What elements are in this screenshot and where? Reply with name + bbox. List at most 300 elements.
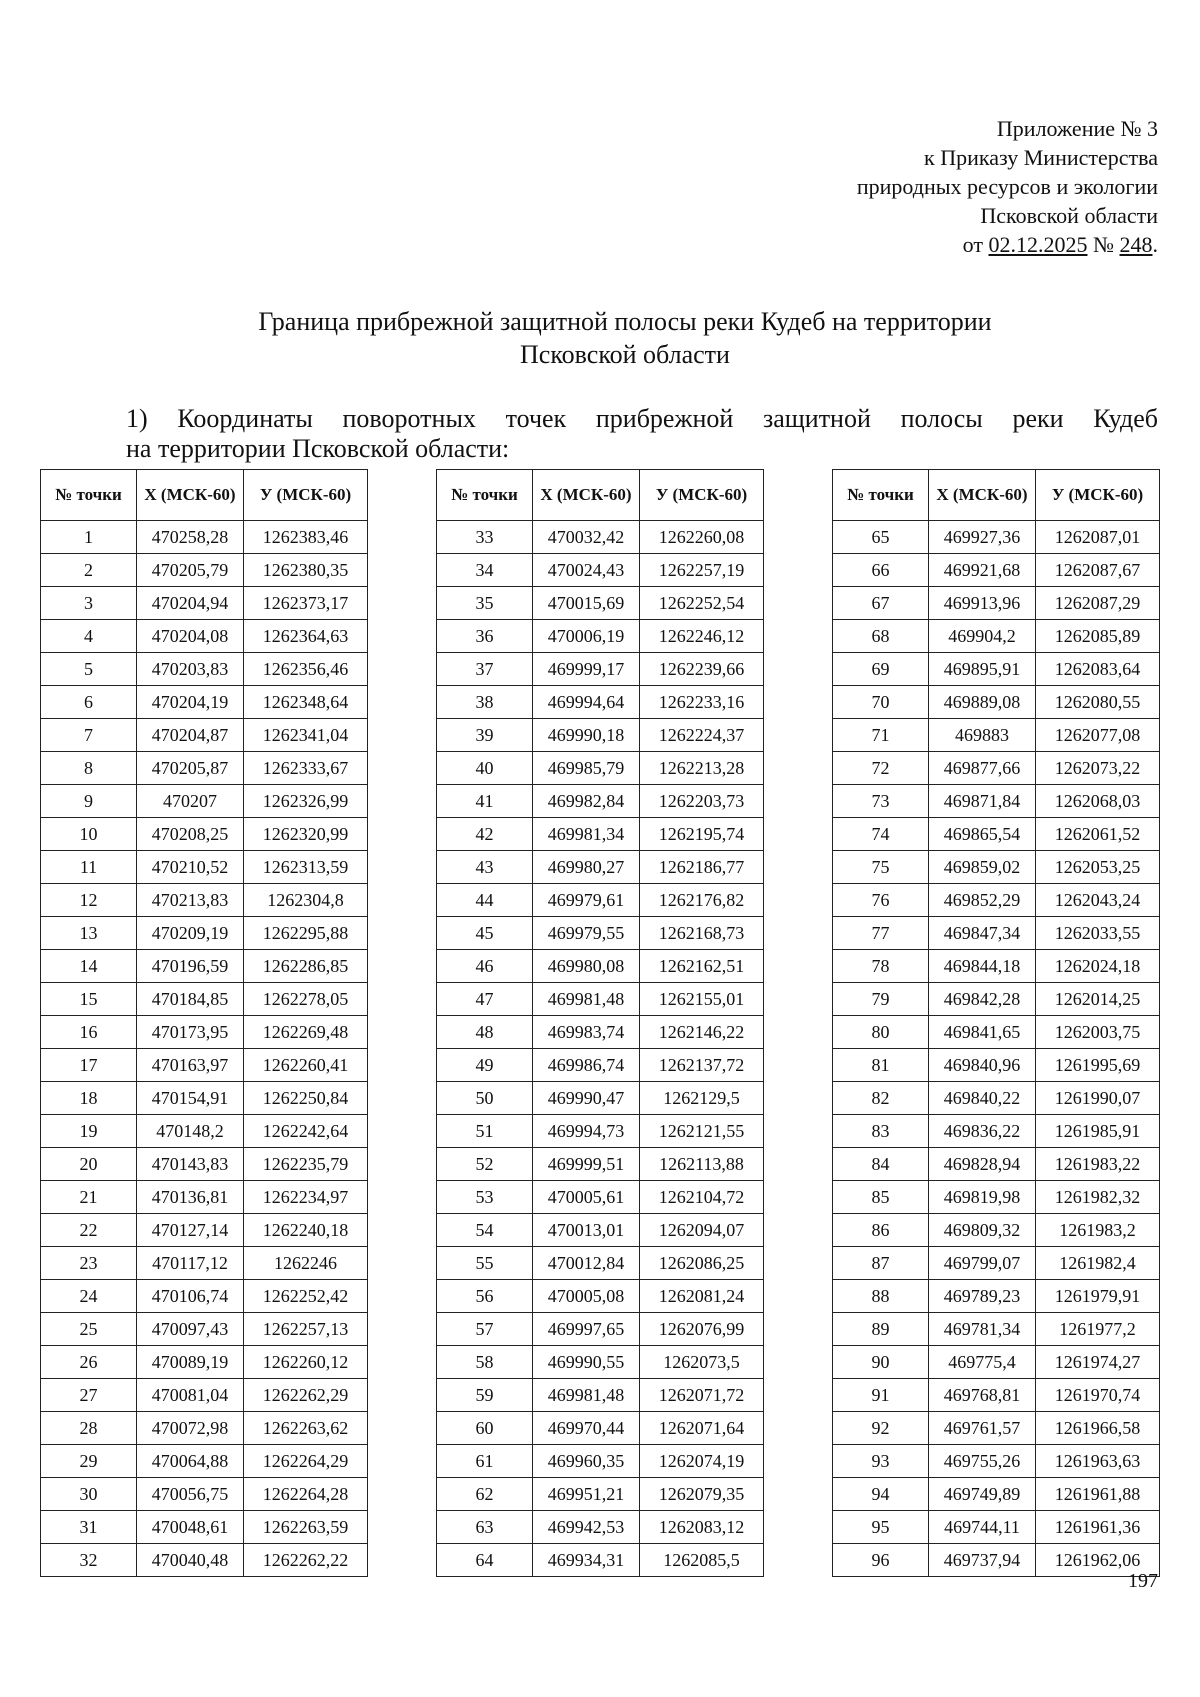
cell-point-number: 55 (437, 1247, 533, 1280)
cell-y: 1262313,59 (244, 851, 368, 884)
table-row (437, 785, 764, 818)
cell-x: 469852,29 (929, 884, 1036, 917)
cell-y: 1262356,46 (244, 653, 368, 686)
cell-y: 1262168,73 (640, 917, 764, 950)
cell-point-number: 41 (437, 785, 533, 818)
cell-x: 470024,43 (533, 554, 640, 587)
cell-y: 1261963,63 (1036, 1445, 1160, 1478)
cell-y: 1261982,32 (1036, 1181, 1160, 1214)
cell-y: 1262278,05 (244, 983, 368, 1016)
cell-point-number: 31 (41, 1511, 137, 1544)
cell-point-number: 65 (833, 521, 929, 554)
cell-y: 1262024,18 (1036, 950, 1160, 983)
cell-point-number: 2 (41, 554, 137, 587)
cell-y: 1262326,99 (244, 785, 368, 818)
cell-x: 469983,74 (533, 1016, 640, 1049)
table-row (833, 686, 1160, 719)
cell-x: 469749,89 (929, 1478, 1036, 1511)
table-row (833, 1247, 1160, 1280)
cell-x: 470205,87 (137, 752, 244, 785)
appendix-line: к Приказу Министерства (924, 145, 1158, 170)
cell-point-number: 9 (41, 785, 137, 818)
cell-y: 1262250,84 (244, 1082, 368, 1115)
cell-y: 1262094,07 (640, 1214, 764, 1247)
cell-point-number: 26 (41, 1346, 137, 1379)
table-row (437, 1247, 764, 1280)
cell-y: 1261995,69 (1036, 1049, 1160, 1082)
cell-x: 469737,94 (929, 1544, 1036, 1577)
cell-point-number: 19 (41, 1115, 137, 1148)
cell-y: 1261983,2 (1036, 1214, 1160, 1247)
cell-point-number: 86 (833, 1214, 929, 1247)
page-number: 197 (1128, 1570, 1158, 1592)
cell-point-number: 15 (41, 983, 137, 1016)
table-row (437, 587, 764, 620)
cell-x: 469934,31 (533, 1544, 640, 1577)
cell-point-number: 23 (41, 1247, 137, 1280)
table-row (833, 1445, 1160, 1478)
cell-y: 1262320,99 (244, 818, 368, 851)
table-row (833, 1148, 1160, 1181)
table-row (833, 1082, 1160, 1115)
cell-x: 470209,19 (137, 917, 244, 950)
cell-point-number: 52 (437, 1148, 533, 1181)
cell-y: 1262233,16 (640, 686, 764, 719)
cell-y: 1262380,35 (244, 554, 368, 587)
table-row (833, 1544, 1160, 1577)
cell-point-number: 83 (833, 1115, 929, 1148)
cell-point-number: 78 (833, 950, 929, 983)
cell-point-number: 44 (437, 884, 533, 917)
cell-x: 470163,97 (137, 1049, 244, 1082)
cell-x: 469980,08 (533, 950, 640, 983)
cell-point-number: 16 (41, 1016, 137, 1049)
cell-y: 1262176,82 (640, 884, 764, 917)
table-row (833, 1412, 1160, 1445)
cell-point-number: 81 (833, 1049, 929, 1082)
table-row (41, 1247, 368, 1280)
cell-point-number: 82 (833, 1082, 929, 1115)
cell-point-number: 59 (437, 1379, 533, 1412)
table-row (41, 554, 368, 587)
cell-point-number: 34 (437, 554, 533, 587)
order-number-sign: № (1093, 232, 1114, 257)
cell-point-number: 66 (833, 554, 929, 587)
table-row (833, 785, 1160, 818)
cell-x: 470032,42 (533, 521, 640, 554)
cell-x: 469744,11 (929, 1511, 1036, 1544)
intro-paragraph (126, 404, 1158, 464)
cell-x: 469871,84 (929, 785, 1036, 818)
cell-x: 470148,2 (137, 1115, 244, 1148)
cell-x: 469979,61 (533, 884, 640, 917)
cell-y: 1262373,17 (244, 587, 368, 620)
cell-x: 470258,28 (137, 521, 244, 554)
cell-x: 469994,73 (533, 1115, 640, 1148)
cell-x: 469997,65 (533, 1313, 640, 1346)
table-row (41, 1016, 368, 1049)
table-row (437, 1478, 764, 1511)
cell-x: 469889,08 (929, 686, 1036, 719)
cell-point-number: 84 (833, 1148, 929, 1181)
cell-y: 1262364,63 (244, 620, 368, 653)
cell-x: 470117,12 (137, 1247, 244, 1280)
cell-y: 1262195,74 (640, 818, 764, 851)
cell-y: 1262264,29 (244, 1445, 368, 1478)
cell-point-number: 13 (41, 917, 137, 950)
table-row (41, 521, 368, 554)
cell-y: 1261974,27 (1036, 1346, 1160, 1379)
table-row (437, 1016, 764, 1049)
cell-y: 1262260,41 (244, 1049, 368, 1082)
table-row (41, 1280, 368, 1313)
cell-x: 470208,25 (137, 818, 244, 851)
table-row (41, 587, 368, 620)
cell-point-number: 56 (437, 1280, 533, 1313)
cell-y: 1262076,99 (640, 1313, 764, 1346)
table-row (41, 983, 368, 1016)
cell-y: 1262246 (244, 1247, 368, 1280)
table-row (437, 851, 764, 884)
table-row (41, 686, 368, 719)
table-row (833, 587, 1160, 620)
cell-y: 1261979,91 (1036, 1280, 1160, 1313)
cell-y: 1262087,67 (1036, 554, 1160, 587)
cell-point-number: 72 (833, 752, 929, 785)
cell-y: 1262186,77 (640, 851, 764, 884)
table-row (437, 917, 764, 950)
table-row (437, 1148, 764, 1181)
cell-x: 469981,48 (533, 983, 640, 1016)
cell-y: 1262286,85 (244, 950, 368, 983)
cell-y: 1262080,55 (1036, 686, 1160, 719)
table-row (833, 884, 1160, 917)
cell-point-number: 1 (41, 521, 137, 554)
table-row (437, 554, 764, 587)
cell-x: 470207 (137, 785, 244, 818)
column-header-x: Х (МСК-60) (929, 470, 1036, 521)
cell-point-number: 77 (833, 917, 929, 950)
cell-point-number: 8 (41, 752, 137, 785)
order-reference (857, 230, 1158, 259)
cell-x: 469781,34 (929, 1313, 1036, 1346)
table-row (437, 1313, 764, 1346)
cell-y: 1262341,04 (244, 719, 368, 752)
cell-x: 469986,74 (533, 1049, 640, 1082)
cell-y: 1261966,58 (1036, 1412, 1160, 1445)
cell-y: 1262162,51 (640, 950, 764, 983)
cell-x: 469960,35 (533, 1445, 640, 1478)
table-row (833, 818, 1160, 851)
cell-point-number: 4 (41, 620, 137, 653)
cell-y: 1262043,24 (1036, 884, 1160, 917)
cell-y: 1262073,5 (640, 1346, 764, 1379)
cell-y: 1262068,03 (1036, 785, 1160, 818)
table-row (833, 1016, 1160, 1049)
cell-y: 1262071,64 (640, 1412, 764, 1445)
table-row (833, 1049, 1160, 1082)
table-row (437, 818, 764, 851)
cell-y: 1262061,52 (1036, 818, 1160, 851)
table-row (437, 884, 764, 917)
table-row (437, 1049, 764, 1082)
cell-x: 469979,55 (533, 917, 640, 950)
cell-y: 1262087,01 (1036, 521, 1160, 554)
cell-point-number: 17 (41, 1049, 137, 1082)
table-row (41, 752, 368, 785)
cell-x: 470005,08 (533, 1280, 640, 1313)
table-row (41, 1544, 368, 1577)
cell-y: 1262085,5 (640, 1544, 764, 1577)
table-row (437, 1082, 764, 1115)
cell-y: 1262053,25 (1036, 851, 1160, 884)
cell-point-number: 40 (437, 752, 533, 785)
intro-line: на территории Псковской области: (126, 434, 510, 463)
cell-point-number: 62 (437, 1478, 533, 1511)
cell-point-number: 60 (437, 1412, 533, 1445)
cell-y: 1262257,13 (244, 1313, 368, 1346)
cell-x: 469768,81 (929, 1379, 1036, 1412)
cell-y: 1262014,25 (1036, 983, 1160, 1016)
cell-point-number: 75 (833, 851, 929, 884)
table-row (833, 851, 1160, 884)
cell-y: 1262071,72 (640, 1379, 764, 1412)
cell-point-number: 90 (833, 1346, 929, 1379)
cell-y: 1262239,66 (640, 653, 764, 686)
cell-point-number: 36 (437, 620, 533, 653)
table-row (41, 653, 368, 686)
cell-point-number: 68 (833, 620, 929, 653)
cell-point-number: 63 (437, 1511, 533, 1544)
cell-point-number: 87 (833, 1247, 929, 1280)
cell-x: 470154,91 (137, 1082, 244, 1115)
table-row (833, 521, 1160, 554)
cell-x: 470213,83 (137, 884, 244, 917)
cell-point-number: 39 (437, 719, 533, 752)
table-row (41, 884, 368, 917)
cell-point-number: 88 (833, 1280, 929, 1313)
cell-x: 469990,55 (533, 1346, 640, 1379)
table-row (833, 1214, 1160, 1247)
table-row (437, 653, 764, 686)
cell-y: 1261961,88 (1036, 1478, 1160, 1511)
cell-x: 469883 (929, 719, 1036, 752)
cell-x: 470204,87 (137, 719, 244, 752)
cell-y: 1261990,07 (1036, 1082, 1160, 1115)
cell-point-number: 51 (437, 1115, 533, 1148)
cell-y: 1262383,46 (244, 521, 368, 554)
table-row (437, 686, 764, 719)
cell-x: 469840,22 (929, 1082, 1036, 1115)
cell-y: 1261983,22 (1036, 1148, 1160, 1181)
table-row (437, 1445, 764, 1478)
cell-point-number: 70 (833, 686, 929, 719)
cell-y: 1262083,64 (1036, 653, 1160, 686)
cell-point-number: 5 (41, 653, 137, 686)
cell-x: 469828,94 (929, 1148, 1036, 1181)
cell-x: 469981,34 (533, 818, 640, 851)
table-row (833, 1478, 1160, 1511)
column-header-point-number: № точки (833, 470, 929, 521)
table-row (41, 1214, 368, 1247)
cell-x: 470204,19 (137, 686, 244, 719)
cell-x: 469775,4 (929, 1346, 1036, 1379)
cell-x: 469844,18 (929, 950, 1036, 983)
cell-x: 469819,98 (929, 1181, 1036, 1214)
cell-x: 469799,07 (929, 1247, 1036, 1280)
table-row (41, 1313, 368, 1346)
document-title (0, 305, 1200, 371)
appendix-header (857, 114, 1158, 259)
cell-y: 1262242,64 (244, 1115, 368, 1148)
cell-x: 469951,21 (533, 1478, 640, 1511)
cell-x: 469913,96 (929, 587, 1036, 620)
cell-point-number: 42 (437, 818, 533, 851)
cell-x: 470173,95 (137, 1016, 244, 1049)
cell-y: 1262203,73 (640, 785, 764, 818)
cell-x: 469847,34 (929, 917, 1036, 950)
cell-y: 1262263,62 (244, 1412, 368, 1445)
cell-y: 1262252,42 (244, 1280, 368, 1313)
cell-x: 469970,44 (533, 1412, 640, 1445)
cell-y: 1262295,88 (244, 917, 368, 950)
cell-point-number: 54 (437, 1214, 533, 1247)
cell-point-number: 25 (41, 1313, 137, 1346)
coordinates-table (40, 469, 368, 1577)
appendix-line: Приложение № 3 (996, 116, 1158, 141)
column-header-y: У (МСК-60) (640, 470, 764, 521)
cell-x: 470040,48 (137, 1544, 244, 1577)
cell-x: 470136,81 (137, 1181, 244, 1214)
table-row (833, 1181, 1160, 1214)
cell-y: 1262146,22 (640, 1016, 764, 1049)
cell-x: 469994,64 (533, 686, 640, 719)
table-row (41, 950, 368, 983)
cell-x: 469895,91 (929, 653, 1036, 686)
cell-x: 469865,54 (929, 818, 1036, 851)
cell-y: 1262085,89 (1036, 620, 1160, 653)
cell-y: 1262081,24 (640, 1280, 764, 1313)
cell-y: 1262269,48 (244, 1016, 368, 1049)
cell-y: 1262086,25 (640, 1247, 764, 1280)
cell-point-number: 74 (833, 818, 929, 851)
cell-x: 469982,84 (533, 785, 640, 818)
table-row (41, 785, 368, 818)
table-row (41, 818, 368, 851)
cell-x: 469841,65 (929, 1016, 1036, 1049)
intro-line: 1) Координаты поворотных точек прибрежной защитной полосы реки Кудеб (126, 404, 1158, 433)
order-number: 248 (1119, 232, 1153, 257)
cell-y: 1262074,19 (640, 1445, 764, 1478)
cell-point-number: 11 (41, 851, 137, 884)
cell-y: 1262083,12 (640, 1511, 764, 1544)
cell-x: 470005,61 (533, 1181, 640, 1214)
cell-x: 470205,79 (137, 554, 244, 587)
cell-point-number: 47 (437, 983, 533, 1016)
cell-point-number: 22 (41, 1214, 137, 1247)
cell-y: 1262260,12 (244, 1346, 368, 1379)
table-row (833, 1346, 1160, 1379)
cell-y: 1261982,4 (1036, 1247, 1160, 1280)
cell-point-number: 50 (437, 1082, 533, 1115)
table-row (833, 653, 1160, 686)
cell-x: 470072,98 (137, 1412, 244, 1445)
table-row (437, 1214, 764, 1247)
cell-point-number: 67 (833, 587, 929, 620)
column-header-y: У (МСК-60) (244, 470, 368, 521)
cell-x: 469921,68 (929, 554, 1036, 587)
cell-point-number: 96 (833, 1544, 929, 1577)
table-row (437, 719, 764, 752)
cell-point-number: 76 (833, 884, 929, 917)
order-end: . (1152, 232, 1158, 257)
cell-x: 470143,83 (137, 1148, 244, 1181)
cell-point-number: 7 (41, 719, 137, 752)
cell-y: 1262262,22 (244, 1544, 368, 1577)
cell-x: 469836,22 (929, 1115, 1036, 1148)
cell-y: 1262213,28 (640, 752, 764, 785)
cell-x: 470106,74 (137, 1280, 244, 1313)
table-row (833, 620, 1160, 653)
cell-x: 470203,83 (137, 653, 244, 686)
cell-point-number: 85 (833, 1181, 929, 1214)
table-row (41, 1478, 368, 1511)
table-row (437, 752, 764, 785)
cell-x: 469789,23 (929, 1280, 1036, 1313)
table-row (437, 1115, 764, 1148)
cell-y: 1262073,22 (1036, 752, 1160, 785)
order-prefix: от (962, 232, 983, 257)
title-line: Псковской области (520, 340, 730, 369)
cell-y: 1262033,55 (1036, 917, 1160, 950)
cell-y: 1262235,79 (244, 1148, 368, 1181)
table-row (41, 1181, 368, 1214)
cell-y: 1262246,12 (640, 620, 764, 653)
cell-y: 1262234,97 (244, 1181, 368, 1214)
table-row (437, 1379, 764, 1412)
table-row (437, 521, 764, 554)
cell-y: 1262264,28 (244, 1478, 368, 1511)
cell-point-number: 46 (437, 950, 533, 983)
cell-point-number: 94 (833, 1478, 929, 1511)
cell-y: 1261962,06 (1036, 1544, 1160, 1577)
cell-point-number: 53 (437, 1181, 533, 1214)
cell-point-number: 6 (41, 686, 137, 719)
cell-x: 469859,02 (929, 851, 1036, 884)
column-header-y: У (МСК-60) (1036, 470, 1160, 521)
table-row (833, 1115, 1160, 1148)
cell-point-number: 45 (437, 917, 533, 950)
table-row (41, 851, 368, 884)
cell-point-number: 14 (41, 950, 137, 983)
cell-point-number: 18 (41, 1082, 137, 1115)
cell-point-number: 28 (41, 1412, 137, 1445)
table-row (437, 1544, 764, 1577)
cell-point-number: 61 (437, 1445, 533, 1478)
cell-y: 1262240,18 (244, 1214, 368, 1247)
cell-y: 1262224,37 (640, 719, 764, 752)
cell-x: 469981,48 (533, 1379, 640, 1412)
cell-x: 469985,79 (533, 752, 640, 785)
table-row (437, 1511, 764, 1544)
cell-x: 469942,53 (533, 1511, 640, 1544)
cell-y: 1262113,88 (640, 1148, 764, 1181)
cell-y: 1261985,91 (1036, 1115, 1160, 1148)
cell-point-number: 79 (833, 983, 929, 1016)
table-row (41, 1379, 368, 1412)
cell-y: 1262155,01 (640, 983, 764, 1016)
coordinates-table (832, 469, 1160, 1577)
